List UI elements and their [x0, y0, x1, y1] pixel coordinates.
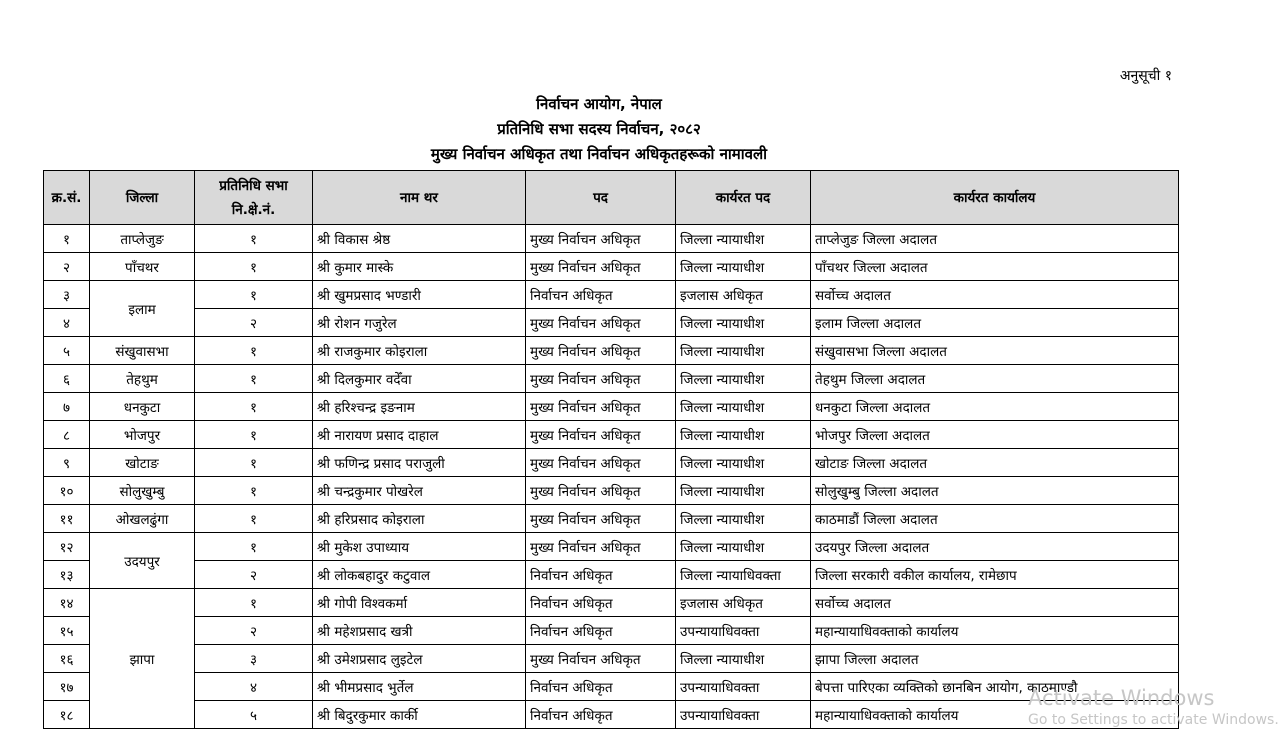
- cell-name: श्री हरिश्चन्द्र इङनाम: [313, 393, 526, 421]
- header-office: कार्यरत कार्यालय: [811, 171, 1179, 225]
- cell-working-post: जिल्ला न्यायाधीश: [676, 225, 811, 253]
- cell-working-post: इजलास अधिकृत: [676, 589, 811, 617]
- cell-office: ताप्लेजुङ जिल्ला अदालत: [811, 225, 1179, 253]
- table-row: [44, 645, 1179, 673]
- cell-post: मुख्य निर्वाचन अधिकृत: [526, 393, 676, 421]
- cell-working-post: जिल्ला न्यायाधीश: [676, 645, 811, 673]
- cell-district: सोलुखुम्बु: [90, 477, 195, 505]
- cell-post: मुख्य निर्वाचन अधिकृत: [526, 365, 676, 393]
- cell-district: उदयपुर: [90, 533, 195, 589]
- table-row: [44, 505, 1179, 533]
- cell-post: मुख्य निर्वाचन अधिकृत: [526, 421, 676, 449]
- cell-name: श्री उमेशप्रसाद लुइटेल: [313, 645, 526, 673]
- cell-serial: १५: [44, 617, 90, 645]
- cell-name: श्री चन्द्रकुमार पोखरेल: [313, 477, 526, 505]
- cell-post: निर्वाचन अधिकृत: [526, 701, 676, 729]
- table-row: [44, 337, 1179, 365]
- header-constituency: [195, 171, 313, 225]
- table-row: [44, 589, 1179, 617]
- cell-office: खोटाङ जिल्ला अदालत: [811, 449, 1179, 477]
- cell-name: श्री महेशप्रसाद खत्री: [313, 617, 526, 645]
- cell-constituency: १: [195, 421, 313, 449]
- officers-table: [43, 170, 1179, 729]
- cell-office: जिल्ला सरकारी वकील कार्यालय, रामेछाप: [811, 561, 1179, 589]
- cell-working-post: उपन्यायाधिवक्ता: [676, 673, 811, 701]
- cell-office: इलाम जिल्ला अदालत: [811, 309, 1179, 337]
- cell-serial: १: [44, 225, 90, 253]
- cell-serial: १३: [44, 561, 90, 589]
- watermark-title: Activate Windows: [1028, 686, 1215, 710]
- cell-constituency: १: [195, 533, 313, 561]
- cell-post: निर्वाचन अधिकृत: [526, 617, 676, 645]
- cell-working-post: जिल्ला न्यायाधिवक्ता: [676, 561, 811, 589]
- cell-constituency: १: [195, 365, 313, 393]
- table-row: [44, 253, 1179, 281]
- cell-serial: ८: [44, 421, 90, 449]
- cell-office: महान्यायाधिवक्ताको कार्यालय: [811, 617, 1179, 645]
- cell-post: मुख्य निर्वाचन अधिकृत: [526, 309, 676, 337]
- cell-working-post: जिल्ला न्यायाधीश: [676, 477, 811, 505]
- cell-office: बेपत्ता पारिएका व्यक्तिको छानबिन आयोग, काठमाण्डौ: [811, 673, 1179, 701]
- cell-office: तेहथुम जिल्ला अदालत: [811, 365, 1179, 393]
- cell-serial: ५: [44, 337, 90, 365]
- cell-constituency: १: [195, 449, 313, 477]
- cell-serial: १६: [44, 645, 90, 673]
- cell-serial: ११: [44, 505, 90, 533]
- header-serial: क्र.सं.: [44, 171, 90, 225]
- cell-post: निर्वाचन अधिकृत: [526, 561, 676, 589]
- cell-working-post: जिल्ला न्यायाधीश: [676, 533, 811, 561]
- cell-office: पाँचथर जिल्ला अदालत: [811, 253, 1179, 281]
- cell-office: काठमाडौं जिल्ला अदालत: [811, 505, 1179, 533]
- watermark-subtitle: Go to Settings to activate Windows.: [1028, 712, 1279, 728]
- cell-name: श्री बिदुरकुमार कार्की: [313, 701, 526, 729]
- cell-district: ताप्लेजुङ: [90, 225, 195, 253]
- cell-office: महान्यायाधिवक्ताको कार्यालय: [811, 701, 1179, 729]
- cell-office: भोजपुर जिल्ला अदालत: [811, 421, 1179, 449]
- cell-district: भोजपुर: [90, 421, 195, 449]
- table-row: [44, 309, 1179, 337]
- header-post: पद: [526, 171, 676, 225]
- cell-constituency: २: [195, 309, 313, 337]
- cell-constituency: १: [195, 505, 313, 533]
- cell-working-post: जिल्ला न्यायाधीश: [676, 309, 811, 337]
- cell-serial: २: [44, 253, 90, 281]
- cell-district: खोटाङ: [90, 449, 195, 477]
- cell-constituency: ३: [195, 645, 313, 673]
- cell-name: श्री मुकेश उपाध्याय: [313, 533, 526, 561]
- cell-working-post: उपन्यायाधिवक्ता: [676, 701, 811, 729]
- cell-working-post: जिल्ला न्यायाधीश: [676, 365, 811, 393]
- table-row: [44, 393, 1179, 421]
- cell-post: निर्वाचन अधिकृत: [526, 589, 676, 617]
- cell-constituency: ५: [195, 701, 313, 729]
- table-row: [44, 561, 1179, 589]
- cell-post: निर्वाचन अधिकृत: [526, 281, 676, 309]
- cell-serial: ६: [44, 365, 90, 393]
- cell-working-post: जिल्ला न्यायाधीश: [676, 253, 811, 281]
- cell-name: श्री राजकुमार कोइराला: [313, 337, 526, 365]
- cell-name: श्री फणिन्द्र प्रसाद पराजुली: [313, 449, 526, 477]
- cell-post: मुख्य निर्वाचन अधिकृत: [526, 505, 676, 533]
- cell-post: मुख्य निर्वाचन अधिकृत: [526, 253, 676, 281]
- cell-constituency: १: [195, 393, 313, 421]
- cell-constituency: १: [195, 477, 313, 505]
- cell-district: ओखलढुंगा: [90, 505, 195, 533]
- table-row: [44, 617, 1179, 645]
- table-row: [44, 533, 1179, 561]
- cell-serial: ३: [44, 281, 90, 309]
- header-working-post: कार्यरत पद: [676, 171, 811, 225]
- heading-commission: निर्वाचन आयोग, नेपाल: [536, 95, 662, 113]
- cell-name: श्री नारायण प्रसाद दाहाल: [313, 421, 526, 449]
- table-row: [44, 673, 1179, 701]
- heading-list-title: मुख्य निर्वाचन अधिकृत तथा निर्वाचन अधिकृतहरूको नामावली: [430, 145, 768, 163]
- cell-constituency: १: [195, 281, 313, 309]
- table-row: [44, 225, 1179, 253]
- cell-office: सर्वोच्च अदालत: [811, 589, 1179, 617]
- header-constituency-line2: नि.क्षे.नं.: [231, 201, 276, 218]
- cell-office: सर्वोच्च अदालत: [811, 281, 1179, 309]
- cell-district: धनकुटा: [90, 393, 195, 421]
- cell-name: श्री विकास श्रेष्ठ: [313, 225, 526, 253]
- cell-serial: १७: [44, 673, 90, 701]
- table-row: [44, 421, 1179, 449]
- cell-name: श्री दिलकुमार वदेँवा: [313, 365, 526, 393]
- cell-name: श्री भीमप्रसाद भुर्तेल: [313, 673, 526, 701]
- cell-office: संखुवासभा जिल्ला अदालत: [811, 337, 1179, 365]
- cell-post: मुख्य निर्वाचन अधिकृत: [526, 449, 676, 477]
- cell-constituency: ४: [195, 673, 313, 701]
- cell-working-post: इजलास अधिकृत: [676, 281, 811, 309]
- cell-post: मुख्य निर्वाचन अधिकृत: [526, 645, 676, 673]
- table-header-row: [44, 171, 1179, 225]
- table-row: [44, 701, 1179, 729]
- cell-serial: १२: [44, 533, 90, 561]
- cell-name: श्री गोपी विश्वकर्मा: [313, 589, 526, 617]
- cell-post: निर्वाचन अधिकृत: [526, 673, 676, 701]
- cell-constituency: २: [195, 561, 313, 589]
- table-row: [44, 365, 1179, 393]
- cell-constituency: १: [195, 589, 313, 617]
- cell-constituency: १: [195, 337, 313, 365]
- cell-working-post: जिल्ला न्यायाधीश: [676, 421, 811, 449]
- cell-constituency: २: [195, 617, 313, 645]
- cell-serial: १८: [44, 701, 90, 729]
- cell-serial: १४: [44, 589, 90, 617]
- cell-district: इलाम: [90, 281, 195, 337]
- cell-post: मुख्य निर्वाचन अधिकृत: [526, 337, 676, 365]
- cell-serial: ९: [44, 449, 90, 477]
- cell-working-post: जिल्ला न्यायाधीश: [676, 337, 811, 365]
- cell-serial: ७: [44, 393, 90, 421]
- cell-office: झापा जिल्ला अदालत: [811, 645, 1179, 673]
- cell-serial: ४: [44, 309, 90, 337]
- cell-name: श्री खुमप्रसाद भण्डारी: [313, 281, 526, 309]
- cell-name: श्री लोकबहादुर कटुवाल: [313, 561, 526, 589]
- cell-serial: १०: [44, 477, 90, 505]
- cell-working-post: जिल्ला न्यायाधीश: [676, 505, 811, 533]
- cell-office: सोलुखुम्बु जिल्ला अदालत: [811, 477, 1179, 505]
- header-constituency-line1: प्रतिनिधि सभा: [219, 177, 288, 194]
- cell-constituency: १: [195, 225, 313, 253]
- cell-working-post: उपन्यायाधिवक्ता: [676, 617, 811, 645]
- table-row: [44, 477, 1179, 505]
- table-body: [44, 225, 1179, 729]
- cell-district: झापा: [90, 589, 195, 729]
- cell-post: मुख्य निर्वाचन अधिकृत: [526, 225, 676, 253]
- cell-office: उदयपुर जिल्ला अदालत: [811, 533, 1179, 561]
- heading-election: प्रतिनिधि सभा सदस्य निर्वाचन, २०८२: [497, 120, 701, 138]
- table-row: [44, 281, 1179, 309]
- cell-office: धनकुटा जिल्ला अदालत: [811, 393, 1179, 421]
- cell-name: श्री हरिप्रसाद कोइराला: [313, 505, 526, 533]
- header-district: जिल्ला: [90, 171, 195, 225]
- cell-constituency: १: [195, 253, 313, 281]
- cell-working-post: जिल्ला न्यायाधीश: [676, 449, 811, 477]
- cell-district: संखुवासभा: [90, 337, 195, 365]
- document-heading: [0, 92, 1198, 167]
- header-name: नाम थर: [313, 171, 526, 225]
- cell-district: तेहथुम: [90, 365, 195, 393]
- cell-working-post: जिल्ला न्यायाधीश: [676, 393, 811, 421]
- cell-name: श्री कुमार मास्के: [313, 253, 526, 281]
- cell-name: श्री रोशन गजुरेल: [313, 309, 526, 337]
- annex-label: अनुसूची १: [1119, 68, 1172, 84]
- cell-district: पाँचथर: [90, 253, 195, 281]
- cell-post: मुख्य निर्वाचन अधिकृत: [526, 477, 676, 505]
- cell-post: मुख्य निर्वाचन अधिकृत: [526, 533, 676, 561]
- table-row: [44, 449, 1179, 477]
